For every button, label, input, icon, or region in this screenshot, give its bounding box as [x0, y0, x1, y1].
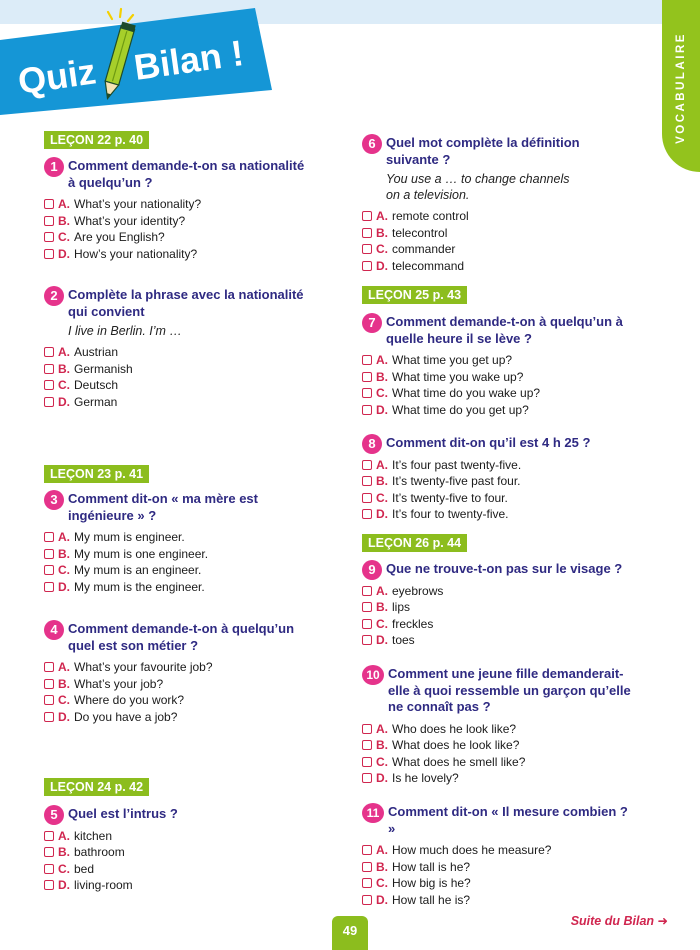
option-c[interactable]: C. My mum is an engineer.: [44, 562, 314, 579]
checkbox-icon[interactable]: [362, 724, 372, 734]
page-number: 49: [332, 916, 368, 950]
continue-link[interactable]: [571, 913, 668, 928]
question-number: 7: [362, 313, 382, 333]
answer-options: [44, 659, 314, 725]
quiz-bilan-banner: [0, 0, 280, 125]
answer-options: [362, 721, 632, 787]
option-c[interactable]: C. What time do you wake up?: [362, 385, 632, 402]
question-10: [362, 666, 632, 787]
answer-options: [44, 196, 314, 262]
answer-options: [362, 352, 632, 418]
checkbox-icon[interactable]: [44, 565, 54, 575]
answer-options: [362, 208, 632, 274]
option-c[interactable]: C. Are you English?: [44, 229, 314, 246]
question-text: Comment dit-on « Il mesure combien ? »: [388, 804, 628, 836]
answer-options: [44, 529, 314, 595]
question-7: [362, 314, 632, 418]
option-d[interactable]: D. What time do you get up?: [362, 402, 632, 419]
option-c[interactable]: C. bed: [44, 861, 314, 878]
option-a[interactable]: A. eyebrows: [362, 583, 632, 600]
option-b[interactable]: B. Germanish: [44, 361, 314, 378]
option-c[interactable]: C. How big is he?: [362, 875, 632, 892]
checkbox-icon[interactable]: [362, 228, 372, 238]
option-a[interactable]: A. kitchen: [44, 828, 314, 845]
title-bilan: Bilan !: [131, 32, 247, 88]
checkbox-icon[interactable]: [44, 679, 54, 689]
checkbox-icon[interactable]: [44, 199, 54, 209]
option-a[interactable]: A. What’s your favourite job?: [44, 659, 314, 676]
option-a[interactable]: A. What’s your nationality?: [44, 196, 314, 213]
question-text: Comment demande-t-on à quelqu’un quel est son métier ?: [68, 621, 295, 653]
option-d[interactable]: D. My mum is the engineer.: [44, 579, 314, 596]
checkbox-icon[interactable]: [44, 532, 54, 542]
arrow-right-icon: ➜: [657, 914, 668, 928]
checkbox-icon[interactable]: [362, 476, 372, 486]
question-text: Comment dit-on qu’il est 4 h 25 ?: [386, 435, 591, 450]
lesson-26-header: LEÇON 26 p. 44: [362, 534, 467, 552]
question-2: [44, 287, 314, 410]
checkbox-icon[interactable]: [44, 380, 54, 390]
checkbox-icon[interactable]: [362, 602, 372, 612]
checkbox-icon[interactable]: [362, 586, 372, 596]
checkbox-icon[interactable]: [44, 847, 54, 857]
question-1: [44, 158, 314, 262]
checkbox-icon[interactable]: [44, 216, 54, 226]
checkbox-icon[interactable]: [44, 864, 54, 874]
option-b[interactable]: B. telecontrol: [362, 225, 632, 242]
question-number: 9: [362, 560, 382, 580]
vocabulaire-tab: [662, 0, 700, 172]
option-d[interactable]: D. telecommand: [362, 258, 632, 275]
lesson-22-header: LEÇON 22 p. 40: [44, 131, 149, 149]
question-4: [44, 621, 314, 725]
answer-options: [362, 842, 632, 908]
question-8: [362, 435, 632, 523]
question-11: [362, 804, 632, 908]
checkbox-icon[interactable]: [44, 695, 54, 705]
checkbox-icon[interactable]: [362, 460, 372, 470]
answer-options: [44, 828, 314, 894]
checkbox-icon[interactable]: [362, 405, 372, 415]
option-b[interactable]: B. lips: [362, 599, 632, 616]
option-a[interactable]: A. Who does he look like?: [362, 721, 632, 738]
checkbox-icon[interactable]: [362, 862, 372, 872]
question-3: [44, 491, 314, 595]
answer-options: [362, 583, 632, 649]
sparkle-icon: [108, 9, 133, 21]
question-number: 10: [362, 665, 384, 685]
question-text: Comment dit-on « ma mère est ingénieure » ?: [68, 491, 258, 523]
option-c[interactable]: C. Where do you work?: [44, 692, 314, 709]
answer-options: [362, 457, 632, 523]
title-quiz: Quiz: [15, 50, 99, 102]
option-d[interactable]: D. It’s four to twenty-five.: [362, 506, 632, 523]
question-5: [44, 806, 314, 894]
checkbox-icon[interactable]: [44, 232, 54, 242]
checkbox-icon[interactable]: [44, 582, 54, 592]
checkbox-icon[interactable]: [362, 878, 372, 888]
option-d[interactable]: D. toes: [362, 632, 632, 649]
option-a[interactable]: A. It’s four past twenty-five.: [362, 457, 632, 474]
option-b[interactable]: B. bathroom: [44, 844, 314, 861]
checkbox-icon[interactable]: [362, 619, 372, 629]
option-c[interactable]: C. Deutsch: [44, 377, 314, 394]
answer-options: [44, 344, 314, 410]
question-prompt: You use a … to change channels on a television.: [386, 172, 570, 202]
checkbox-icon[interactable]: [44, 712, 54, 722]
question-text: Que ne trouve-t-on pas sur le visage ?: [386, 561, 623, 576]
checkbox-icon[interactable]: [362, 211, 372, 221]
checkbox-icon[interactable]: [362, 845, 372, 855]
option-b[interactable]: B. My mum is one engineer.: [44, 546, 314, 563]
checkbox-icon[interactable]: [44, 347, 54, 357]
checkbox-icon[interactable]: [362, 635, 372, 645]
option-d[interactable]: D. How tall he is?: [362, 892, 632, 909]
question-number: 1: [44, 157, 64, 177]
option-a[interactable]: A. remote control: [362, 208, 632, 225]
question-text: Comment demande-t-on sa nationalité à quelqu’un ?: [68, 158, 305, 190]
question-9: [362, 561, 632, 649]
checkbox-icon[interactable]: [362, 773, 372, 783]
option-b[interactable]: B. How tall is he?: [362, 859, 632, 876]
question-text: Comment demande-t-on à quelqu’un à quelle heure il se lève ?: [386, 314, 623, 346]
checkbox-icon[interactable]: [362, 895, 372, 905]
vocabulaire-label: VOCABULAIRE: [675, 32, 687, 144]
option-b[interactable]: B. What’s your identity?: [44, 213, 314, 230]
option-c[interactable]: C. It’s twenty-five to four.: [362, 490, 632, 507]
option-b[interactable]: B. What time you wake up?: [362, 369, 632, 386]
continue-text: Suite du Bilan: [570, 914, 655, 928]
lesson-23-header: LEÇON 23 p. 41: [44, 465, 149, 483]
option-d[interactable]: D. Do you have a job?: [44, 709, 314, 726]
option-c[interactable]: C. commander: [362, 241, 632, 258]
checkbox-icon[interactable]: [362, 740, 372, 750]
checkbox-icon[interactable]: [362, 355, 372, 365]
question-number: 8: [362, 434, 382, 454]
option-d[interactable]: D. Is he lovely?: [362, 770, 632, 787]
question-number: 4: [44, 620, 64, 640]
option-a[interactable]: A. What time you get up?: [362, 352, 632, 369]
question-number: 11: [362, 803, 384, 823]
option-c[interactable]: C. What does he smell like?: [362, 754, 632, 771]
option-d[interactable]: D. living-room: [44, 877, 314, 894]
lesson-25-header: LEÇON 25 p. 43: [362, 286, 467, 304]
question-number: 2: [44, 286, 64, 306]
question-text: Comment une jeune fille demanderait-elle à quoi ressemble un garçon qu’elle ne connaît pas ?: [388, 666, 631, 714]
lesson-24-header: LEÇON 24 p. 42: [44, 778, 149, 796]
checkbox-icon[interactable]: [44, 662, 54, 672]
option-d[interactable]: D. German: [44, 394, 314, 411]
question-number: 5: [44, 805, 64, 825]
option-b[interactable]: B. What’s your job?: [44, 676, 314, 693]
checkbox-icon[interactable]: [362, 372, 372, 382]
option-b[interactable]: B. What does he look like?: [362, 737, 632, 754]
option-b[interactable]: B. It’s twenty-five past four.: [362, 473, 632, 490]
option-a[interactable]: A. How much does he measure?: [362, 842, 632, 859]
checkbox-icon[interactable]: [44, 549, 54, 559]
question-prompt: I live in Berlin. I’m …: [68, 324, 182, 338]
checkbox-icon[interactable]: [44, 880, 54, 890]
option-a[interactable]: A. My mum is engineer.: [44, 529, 314, 546]
checkbox-icon[interactable]: [362, 261, 372, 271]
option-c[interactable]: C. freckles: [362, 616, 632, 633]
question-text: Quel est l’intrus ?: [68, 806, 178, 821]
question-text: Complète la phrase avec la nationalité qui convient: [68, 287, 304, 319]
checkbox-icon[interactable]: [362, 757, 372, 767]
checkbox-icon[interactable]: [362, 509, 372, 519]
checkbox-icon[interactable]: [362, 388, 372, 398]
checkbox-icon[interactable]: [44, 249, 54, 259]
question-number: 6: [362, 134, 382, 154]
option-a[interactable]: A. Austrian: [44, 344, 314, 361]
question-text: Quel mot complète la définition suivante ?: [386, 135, 580, 167]
checkbox-icon[interactable]: [44, 831, 54, 841]
checkbox-icon[interactable]: [44, 364, 54, 374]
option-d[interactable]: D. How’s your nationality?: [44, 246, 314, 263]
checkbox-icon[interactable]: [362, 493, 372, 503]
checkbox-icon[interactable]: [362, 244, 372, 254]
question-number: 3: [44, 490, 64, 510]
checkbox-icon[interactable]: [44, 397, 54, 407]
question-6: [362, 135, 632, 274]
